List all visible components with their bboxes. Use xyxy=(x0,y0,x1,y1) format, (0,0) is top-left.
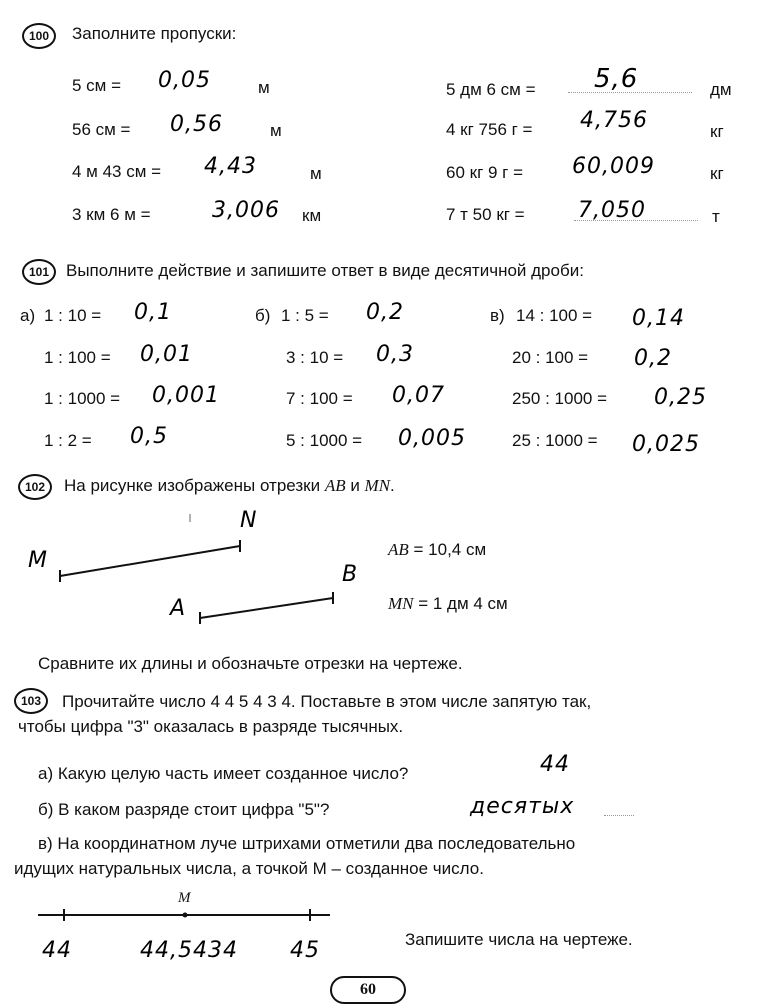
ex100-q1: 5 см = xyxy=(72,76,122,95)
ex100-q6: 4 кг 756 г = xyxy=(446,120,533,139)
ex101-a8: 0,005 xyxy=(398,426,466,451)
ex101-q2: 1 : 100 = xyxy=(44,348,111,367)
ray-number-left: 44 xyxy=(42,938,72,963)
ex101-q1: 1 : 10 = xyxy=(44,306,102,325)
ex101-a3: 0,001 xyxy=(152,383,220,408)
ex100-u6: кг xyxy=(710,122,724,141)
exercise-100-title: Заполните пропуски: xyxy=(72,24,237,43)
ex101-a12: 0,025 xyxy=(632,432,700,457)
ex100-u8: т xyxy=(712,207,720,226)
ex100-a5: 5,6 xyxy=(594,64,639,94)
exercise-101-title: Выполните действие и запишите ответ в виде десятичной дроби: xyxy=(66,261,584,280)
ex103-line2: чтобы цифра "3" оказалась в разряде тысячных. xyxy=(18,717,404,736)
ex102-instruction: Сравните их длины и обозначьте отрезки на чертеже. xyxy=(38,654,463,673)
label-b: B xyxy=(342,562,359,587)
label-m: M xyxy=(28,548,48,573)
mn-length xyxy=(388,594,508,614)
ex103-blank-b xyxy=(604,815,634,816)
ex101-q8: 5 : 1000 = xyxy=(286,431,363,450)
ex101-a11: 0,25 xyxy=(654,385,707,410)
ray-point-m xyxy=(183,913,188,918)
ab-value: = 10,4 см xyxy=(408,540,487,559)
ex100-a4: 3,006 xyxy=(212,198,280,223)
ex101-q11: 250 : 1000 = xyxy=(512,389,608,408)
ex100-a6: 4,756 xyxy=(580,108,648,133)
ex101-a4: 0,5 xyxy=(130,424,168,449)
ex100-q5: 5 дм 6 см = xyxy=(446,80,536,99)
ex100-q4: 3 км 6 м = xyxy=(72,205,151,224)
ab-name: AB xyxy=(388,540,409,559)
ex101-a2: 0,01 xyxy=(140,342,193,367)
page-number: 60 xyxy=(330,976,406,1004)
ex100-u2: м xyxy=(270,121,282,140)
ex101-a5: 0,2 xyxy=(366,300,404,325)
segments-drawing xyxy=(0,500,380,640)
ex100-a7: 60,009 xyxy=(572,154,655,179)
ex101-a1: 0,1 xyxy=(134,300,172,325)
ex100-u4: км xyxy=(302,206,322,225)
ray-number-mid: 44,5434 xyxy=(140,938,238,963)
exercise-102-badge: 102 xyxy=(18,474,52,500)
ray-number-right: 45 xyxy=(290,938,320,963)
ex101-a10: 0,2 xyxy=(634,346,672,371)
ex101-a6: 0,3 xyxy=(376,342,414,367)
ex100-q3: 4 м 43 см = xyxy=(72,162,162,181)
exercise-103-badge: 103 xyxy=(14,688,48,714)
ex101-label-b: б) xyxy=(255,306,271,325)
ray-label-m: M xyxy=(178,890,191,906)
segment-ab xyxy=(200,598,333,618)
ex102-title-seg1: AB xyxy=(324,476,346,495)
ex100-u5: дм xyxy=(710,80,732,99)
ex102-title-dot: . xyxy=(390,476,395,495)
ex101-q7: 7 : 100 = xyxy=(286,389,353,408)
ex100-u3: м xyxy=(310,164,322,183)
exercise-102-title xyxy=(64,476,395,496)
ex101-a9: 0,14 xyxy=(632,306,685,331)
ex101-q10: 20 : 100 = xyxy=(512,348,589,367)
exercise-101-badge: 101 xyxy=(22,259,56,285)
exercise-100-badge: 100 xyxy=(22,23,56,49)
ex100-blank5 xyxy=(568,92,692,93)
ex103-line1: Прочитайте число 4 4 5 4 3 4. Поставьте в этом числе запятую так, xyxy=(62,692,592,711)
ex100-a8: 7,050 xyxy=(578,198,646,223)
ex101-label-a: а) xyxy=(20,306,36,325)
mn-name: MN xyxy=(388,594,414,613)
ex100-a3: 4,43 xyxy=(204,154,257,179)
ex102-title-prefix: На рисунке изображены отрезки xyxy=(64,476,325,495)
ex101-q12: 25 : 1000 = xyxy=(512,431,598,450)
ex100-u1: м xyxy=(258,78,270,97)
ex101-q9: 14 : 100 = xyxy=(516,306,593,325)
ex101-q3: 1 : 1000 = xyxy=(44,389,121,408)
mn-value: = 1 дм 4 см xyxy=(413,594,508,613)
ex101-a7: 0,07 xyxy=(392,383,445,408)
ex100-q7: 60 кг 9 г = xyxy=(446,163,524,182)
ex101-q5: 1 : 5 = xyxy=(281,306,329,325)
ex103-question-b: б) В каком разряде стоит цифра "5"? xyxy=(38,800,330,819)
label-n: N xyxy=(240,508,258,533)
ex100-blank8 xyxy=(574,220,698,221)
ex103-answer-b: десятых xyxy=(470,794,575,819)
label-a: A xyxy=(170,596,187,621)
ex101-q6: 3 : 10 = xyxy=(286,348,344,367)
ex100-a2: 0,56 xyxy=(170,112,223,137)
ex101-label-c: в) xyxy=(490,306,505,325)
segment-mn xyxy=(60,546,240,576)
ab-length xyxy=(388,540,486,560)
ex103-question-c2: идущих натуральных числа, а точкой М – созданное число. xyxy=(14,859,484,878)
ex102-title-and: и xyxy=(345,476,365,495)
ex100-a1: 0,05 xyxy=(158,68,211,93)
ex103-question-c1: в) На координатном луче штрихами отметили два последовательно xyxy=(38,834,576,853)
ex103-instruction: Запишите числа на чертеже. xyxy=(405,930,633,949)
ex103-answer-a: 44 xyxy=(540,752,570,777)
ex103-question-a: а) Какую целую часть имеет созданное число? xyxy=(38,764,409,783)
ex100-u7: кг xyxy=(710,164,724,183)
ex100-q2: 56 см = xyxy=(72,120,131,139)
ex100-q8: 7 т 50 кг = xyxy=(446,205,525,224)
ex101-q4: 1 : 2 = xyxy=(44,431,92,450)
ex102-title-seg2: MN xyxy=(364,476,391,495)
